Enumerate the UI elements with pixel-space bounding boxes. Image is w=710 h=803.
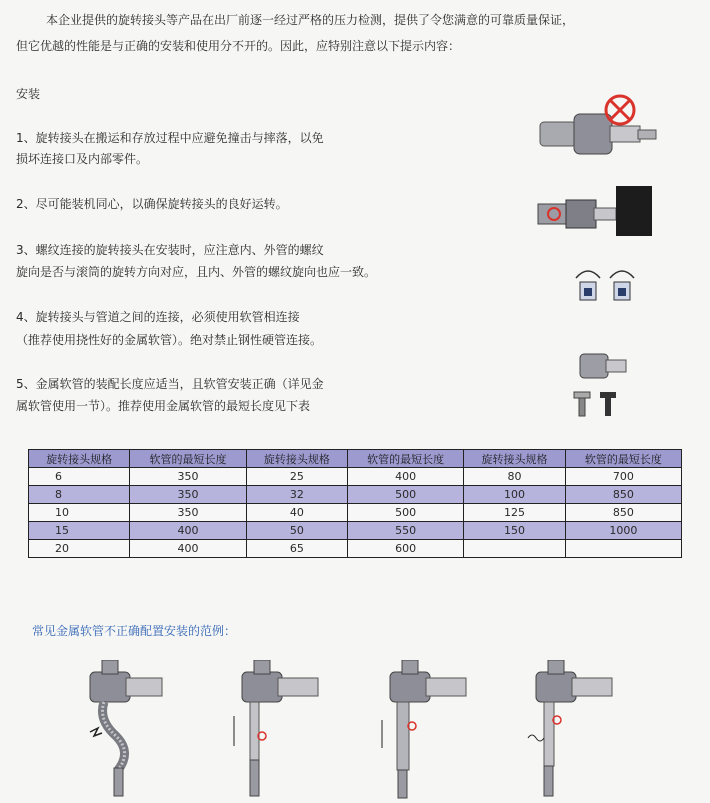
hose-length-table: [28, 449, 682, 558]
item-4-line-1: 4、旋转接头与管道之间的连接，必须使用软管相连接: [16, 310, 300, 324]
item-4-line-2: （推荐使用挠性好的金属软管）。绝对禁止钢性硬管连接。: [16, 333, 323, 347]
item-3-line-1: 3、螺纹连接的旋转接头在安装时，应注意内、外管的螺纹: [16, 243, 324, 257]
item-5-line-2: 属软管使用一节）。推荐使用金属软管的最短长度见下表: [16, 399, 311, 413]
hose-connection-illustration: [566, 348, 636, 418]
rotary-joint-drop-warning-illustration: [530, 90, 670, 170]
incorrect-install-example-3: [374, 660, 474, 800]
table-cell: 400: [130, 522, 246, 540]
table-cell: 850: [565, 486, 681, 504]
table-row: [29, 540, 682, 558]
table-cell: 400: [130, 540, 246, 558]
table-cell: 25: [246, 468, 347, 486]
table-cell: [565, 540, 681, 558]
item-2-line-1: 2、尽可能装机同心，以确保旋转接头的良好运转。: [16, 197, 288, 211]
table-cell: 65: [246, 540, 347, 558]
table-cell: 100: [464, 486, 565, 504]
table-cell: 850: [565, 504, 681, 522]
table-cell: 20: [29, 540, 130, 558]
table-cell: 500: [348, 504, 464, 522]
section-title: 安装: [16, 87, 41, 101]
incorrect-install-example-2: [226, 660, 326, 800]
thread-direction-illustration: [572, 260, 642, 306]
prohibited-icon: [606, 96, 634, 124]
item-1-line-2: 损坏连接口及内部零件。: [16, 152, 149, 166]
table-cell: 600: [348, 540, 464, 558]
table-header: 旋转接头规格: [246, 450, 347, 468]
table-cell: 150: [464, 522, 565, 540]
table-cell: 700: [565, 468, 681, 486]
table-cell: 350: [130, 468, 246, 486]
table-row: [29, 522, 682, 540]
table-header: 软管的最短长度: [130, 450, 246, 468]
table-cell: 350: [130, 504, 246, 522]
table-cell: 15: [29, 522, 130, 540]
intro-line-2: 但它优越的性能是与正确的安装和使用分不开的。因此，应特别注意以下提示内容：: [16, 39, 461, 53]
table-header: 旋转接头规格: [29, 450, 130, 468]
item-3-line-2: 旋向是否与滚筒的旋转方向对应，且内、外管的螺纹旋向也应一致。: [16, 265, 377, 279]
table-cell: 80: [464, 468, 565, 486]
table-cell: 550: [348, 522, 464, 540]
item-5-line-1: 5、金属软管的装配长度应适当，且软管安装正确（详见金: [16, 377, 324, 391]
table-cell: 350: [130, 486, 246, 504]
incorrect-install-caption: 常见金属软管不正确配置安装的范例：: [32, 624, 237, 638]
table-header: 软管的最短长度: [565, 450, 681, 468]
table-cell: 125: [464, 504, 565, 522]
item-1-line-1: 1、旋转接头在搬运和存放过程中应避免撞击与摔落，以免: [16, 131, 324, 145]
table-cell: 1000: [565, 522, 681, 540]
table-cell: 40: [246, 504, 347, 522]
incorrect-install-example-1: [78, 660, 174, 800]
table-row: [29, 486, 682, 504]
table-cell: [464, 540, 565, 558]
table-header: 软管的最短长度: [348, 450, 464, 468]
table-row: [29, 504, 682, 522]
table-cell: 50: [246, 522, 347, 540]
table-cell: 8: [29, 486, 130, 504]
concentric-install-illustration: [530, 186, 660, 242]
incorrect-install-example-4: [520, 660, 620, 800]
table-cell: 500: [348, 486, 464, 504]
table-header: 旋转接头规格: [464, 450, 565, 468]
table-row: [29, 468, 682, 486]
table-cell: 10: [29, 504, 130, 522]
table-header-row: [29, 450, 682, 468]
table-cell: 32: [246, 486, 347, 504]
table-cell: 400: [348, 468, 464, 486]
intro-line-1: 本企业提供的旋转接头等产品在出厂前逐一经过严格的压力检测，提供了令您满意的可靠质量保证，: [46, 13, 575, 27]
table-cell: 6: [29, 468, 130, 486]
